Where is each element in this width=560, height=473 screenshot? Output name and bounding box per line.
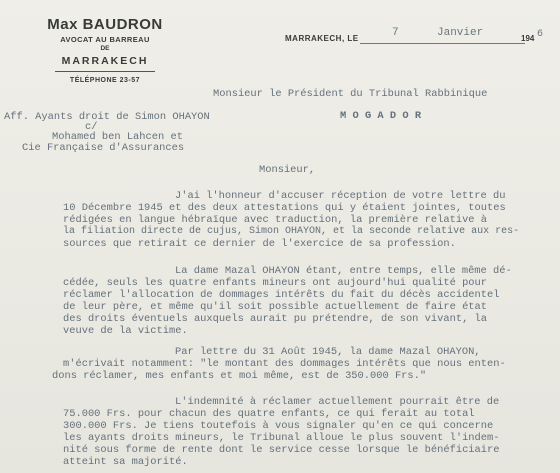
letterhead-telephone: TÉLÉPHONE 23-57 bbox=[69, 77, 141, 84]
parties-line-4: Cie Française d'Assurances bbox=[22, 142, 185, 154]
dateline-month: Janvier bbox=[437, 27, 484, 39]
paragraph-3-line-1: Par lettre du 31 Août 1945, la dame Mazal OHAYON, bbox=[175, 346, 481, 358]
dateline-place: MARRAKECH, LE bbox=[285, 34, 359, 43]
paragraph-2-line-4: de leur père, et même qu'il soit possible actuellement de faire état bbox=[63, 301, 488, 313]
parties-line-3: Mohamed ben Lahcen et bbox=[52, 131, 183, 143]
paragraph-4-line-3: 300.000 Frs. Je tiens toutefois à vous signaler qu'en ce qui concerne bbox=[63, 420, 494, 432]
paragraph-4-line-2: 75.000 Frs. pour chacun des quatre enfants, ce qui ferait au total bbox=[63, 408, 475, 420]
letterhead-divider bbox=[55, 71, 155, 72]
paragraph-3-line-2: m'écrivait notamment: "le montant des dommages intérêts que nous enten- bbox=[63, 358, 506, 370]
paragraph-1-line-1: J'ai l'honneur d'accuser réception de votre lettre du bbox=[175, 190, 506, 202]
paragraph-1-line-2: 10 Décembre 1945 et des deux attestations qui y étaient jointes, toutes bbox=[63, 202, 506, 214]
paragraph-4-line-5: nité sous forme de rente dont le service cesse lorsque le bénéficiaire bbox=[63, 444, 500, 456]
paragraph-4-line-6: atteint sa majorité. bbox=[63, 456, 188, 468]
dateline-day: 7 bbox=[392, 27, 399, 39]
salutation: Monsieur, bbox=[259, 164, 316, 176]
show-through-text bbox=[210, 44, 484, 56]
paragraph-4-line-1: L'indemnité à réclamer actuellement pourrait être de bbox=[175, 396, 500, 408]
letterhead-de: DE bbox=[100, 45, 110, 52]
dateline-rule bbox=[360, 43, 525, 44]
dateline-year-prefix: 194 bbox=[521, 34, 535, 43]
parties-line-2: c/ bbox=[85, 121, 98, 133]
parties-line-1: Aff. Ayants droit de Simon OHAYON bbox=[4, 111, 210, 123]
paragraph-2-line-6: veuve de la victime. bbox=[63, 325, 188, 337]
paragraph-2-line-2: cédée, seuls les quatre enfants mineurs ont aujourd'hui qualité pour bbox=[63, 277, 488, 289]
paragraph-1-line-3: rédigées en langue hébraïque avec traduction, la première relative à bbox=[63, 214, 488, 226]
paragraph-2-line-5: des droits éventuels auxquels aurait pu prétendre, de son vivant, la bbox=[63, 313, 488, 325]
paragraph-1-line-4: la filiation directe de cujus, Simon OHAYON, et la seconde relative aux res- bbox=[63, 226, 520, 237]
letterhead-name: Max BAUDRON bbox=[47, 16, 163, 33]
paragraph-2-line-1: La dame Mazal OHAYON étant, entre temps, elle même dé- bbox=[175, 265, 512, 277]
letterhead-city: MARRAKECH bbox=[61, 55, 149, 67]
paragraph-2-line-3: réclamer l'allocation de dommages intérêts du fait du décès accidentel bbox=[63, 289, 500, 301]
addressee-line-2: M O G A D O R bbox=[340, 110, 422, 122]
paragraph-4-line-4: les ayants droits mineurs, le Tribunal alloue le plus souvent l'indem- bbox=[63, 432, 500, 444]
addressee-line-1: Monsieur le Président du Tribunal Rabbinique bbox=[213, 88, 488, 100]
paragraph-3-line-3: dons réclamer, mes enfants et moi même, est de 350.000 Frs." bbox=[52, 370, 427, 382]
letterhead-title: AVOCAT AU BARREAU bbox=[60, 35, 150, 44]
paragraph-1-line-5: sources que retirait ce dernier de l'exercice de sa profession. bbox=[63, 238, 456, 250]
dateline-year-suffix: 6 bbox=[537, 29, 544, 40]
